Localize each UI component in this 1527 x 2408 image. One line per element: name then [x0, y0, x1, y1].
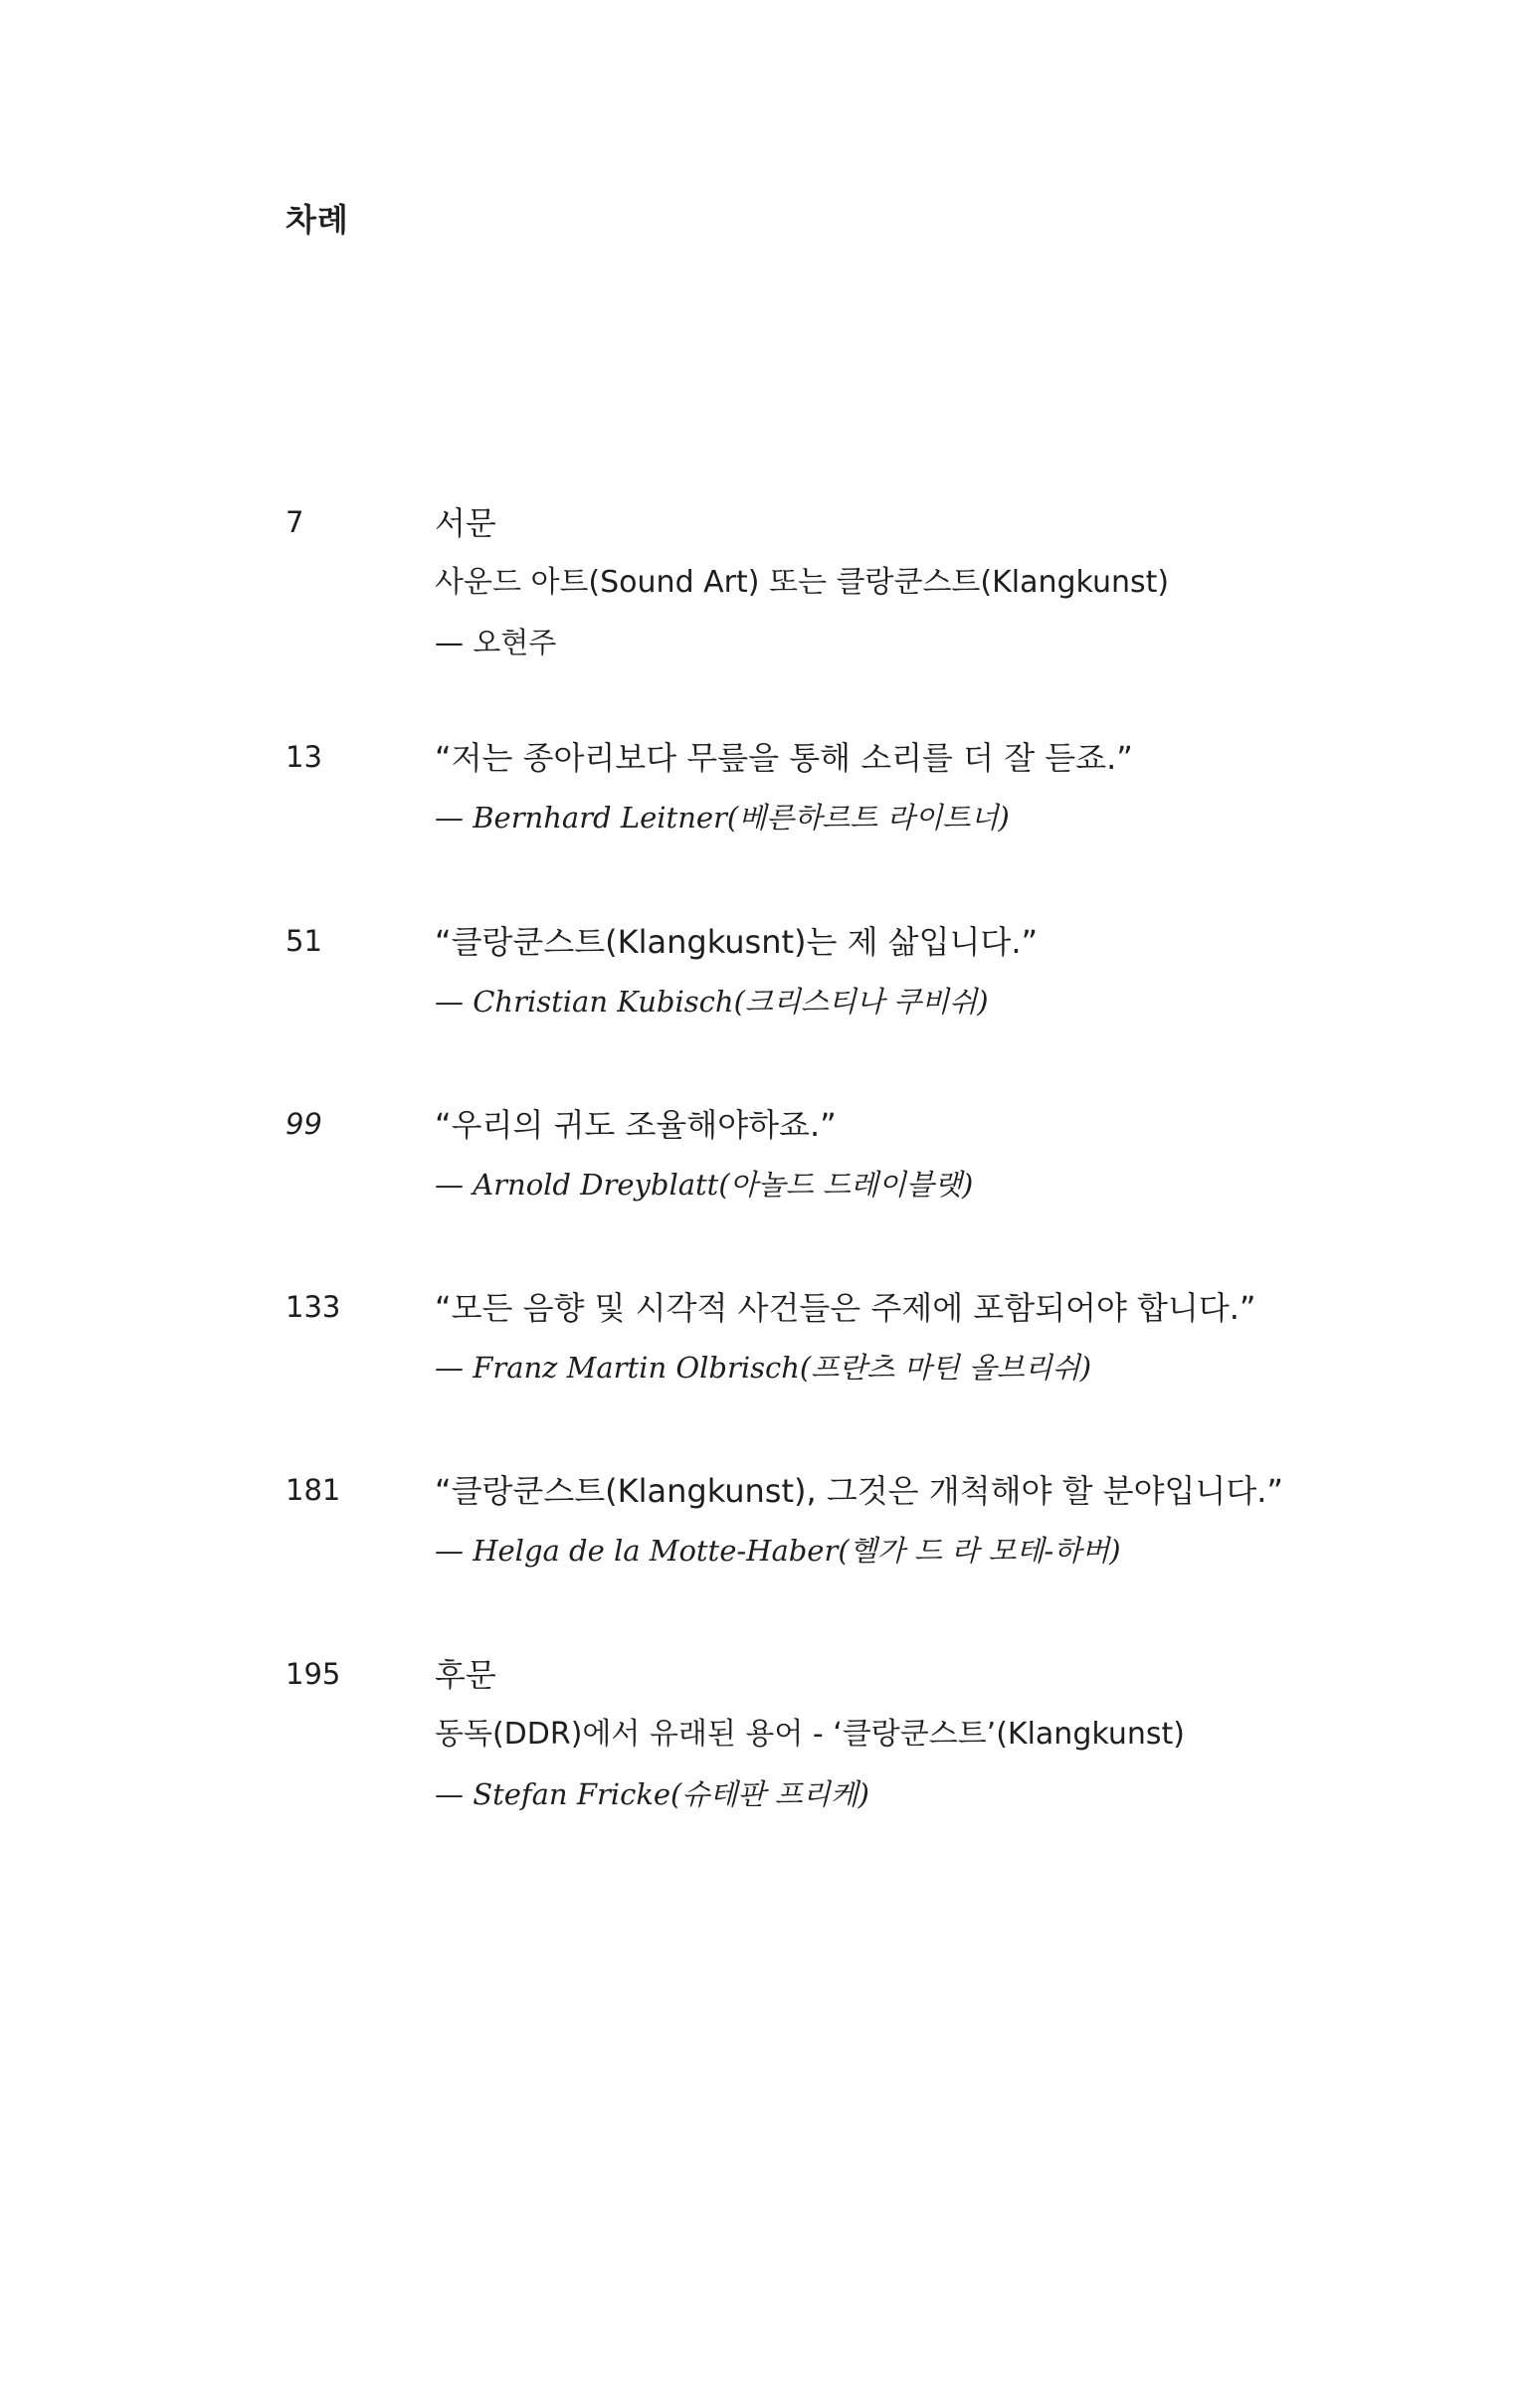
toc-entry[interactable]: [286, 1286, 1439, 1469]
toc-entry[interactable]: [286, 1103, 1439, 1286]
toc-entry[interactable]: [286, 736, 1439, 919]
toc-entry[interactable]: [286, 1469, 1439, 1652]
entry-title: “모든 음향 및 시각적 사건들은 주제에 포함되어야 합니다.”: [435, 1289, 1256, 1327]
entry-title: 서문: [435, 504, 496, 542]
toc-entry[interactable]: [286, 1653, 1439, 1836]
page-number: 181: [286, 1473, 341, 1507]
entry-author: — 오현주: [435, 626, 557, 659]
entry-title: 후문: [435, 1656, 496, 1694]
entry-author: — Arnold Dreyblatt(아놀드 드레이블랫): [435, 1168, 974, 1202]
page-number: 7: [286, 505, 304, 539]
entry-author: — Helga de la Motte-Haber(헬가 드 라 모테-하버): [435, 1534, 1121, 1568]
entry-title: “저는 종아리보다 무릎을 통해 소리를 더 잘 듣죠.”: [435, 739, 1133, 777]
page-number: 13: [286, 740, 322, 774]
page-number: 51: [286, 924, 322, 958]
entry-title: “클랑쿤스트(Klangkusnt)는 제 삶입니다.”: [435, 923, 1039, 961]
entry-author: — Franz Martin Olbrisch(프란츠 마틴 올브리쉬): [435, 1351, 1092, 1385]
page-number: 99: [286, 1107, 322, 1141]
entry-title: “우리의 귀도 조율해야하죠.”: [435, 1106, 837, 1144]
entry-author: — Christian Kubisch(크리스티나 쿠비쉬): [435, 985, 989, 1019]
entry-author: — Stefan Fricke(슈테판 프리케): [435, 1777, 869, 1811]
page-number: 133: [286, 1290, 341, 1324]
page-number: 195: [286, 1657, 341, 1691]
entry-author: — Bernhard Leitner(베른하르트 라이트너): [435, 801, 1010, 834]
entry-subtitle: 사운드 아트(Sound Art) 또는 클랑쿤스트(Klangkunst): [435, 565, 1170, 600]
toc-entry[interactable]: [286, 920, 1439, 1103]
entry-subtitle: 동독(DDR)에서 유래된 용어 - ‘클랑쿤스트’(Klangkunst): [435, 1717, 1185, 1752]
entry-title: “클랑쿤스트(Klangkunst), 그것은 개척해야 할 분야입니다.”: [435, 1472, 1283, 1510]
page-title: 차례: [286, 201, 349, 239]
